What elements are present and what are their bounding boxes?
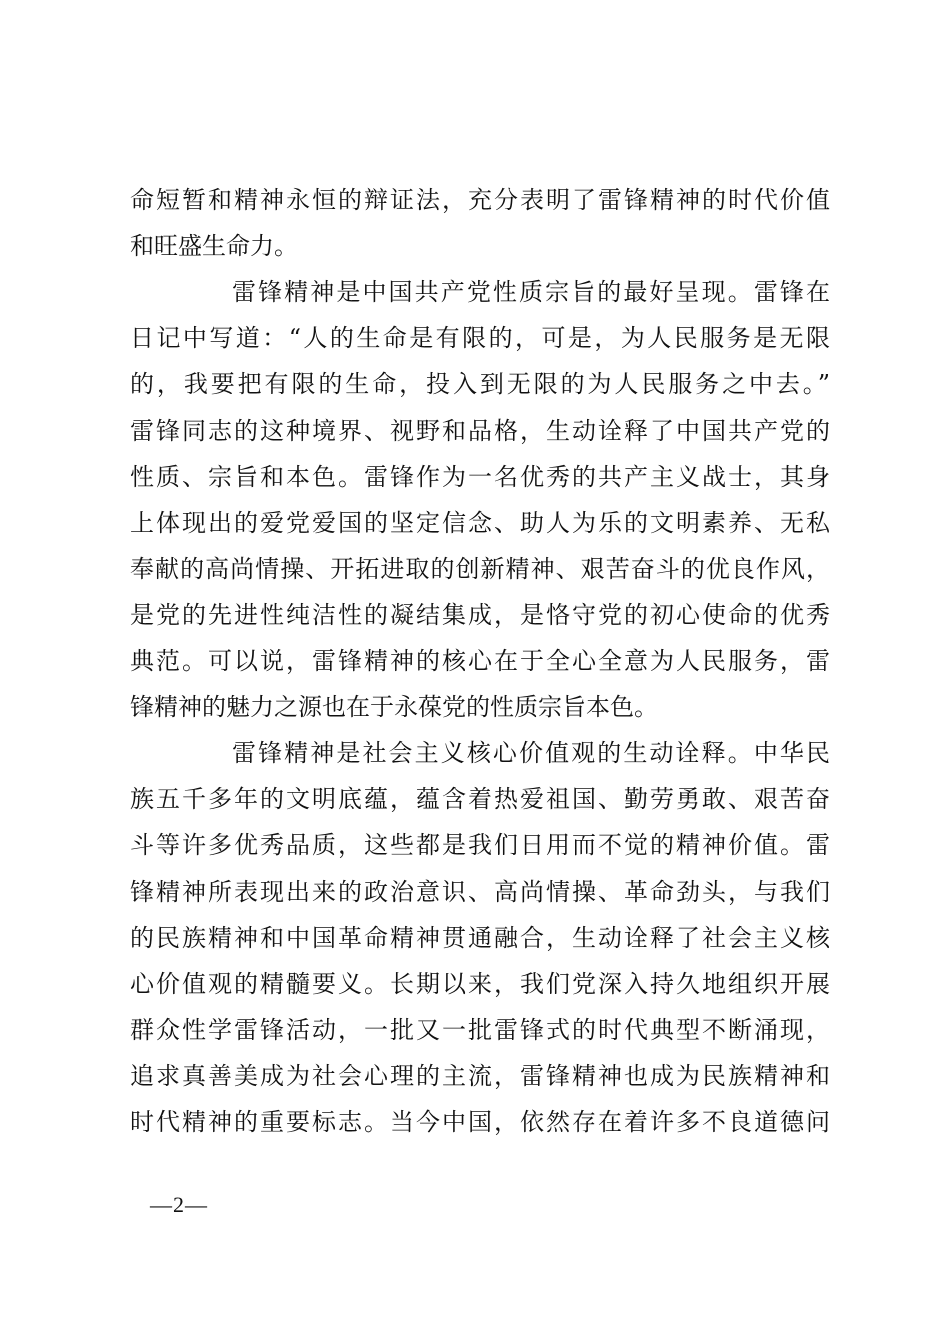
paragraph-3-line: 追求真善美成为社会心理的主流，雷锋精神也成为民族精神和 bbox=[130, 1061, 830, 1090]
paragraph-3-line: 时代精神的重要标志。当今中国，依然存在着许多不良道德问 bbox=[130, 1108, 830, 1136]
paragraph-2-line: 雷锋精神是中国共产党性质宗旨的最好呈现。雷锋在 bbox=[232, 278, 830, 307]
paragraph-2-line: 的，我要把有限的生命，投入到无限的为人民服务之中去。” bbox=[130, 370, 830, 399]
paragraph-3-line: 雷锋精神是社会主义核心价值观的生动诠释。中华民 bbox=[232, 739, 830, 768]
paragraph-2-line: 性质、宗旨和本色。雷锋作为一名优秀的共产主义战士，其身 bbox=[130, 462, 830, 491]
paragraph-2-line: 雷锋同志的这种境界、视野和品格，生动诠释了中国共产党的 bbox=[130, 416, 830, 445]
paragraph-2-line: 上体现出的爱党爱国的坚定信念、助人为乐的文明素养、无私 bbox=[130, 508, 830, 537]
paragraph-3-line: 锋精神所表现出来的政治意识、高尚情操、革命劲头，与我们 bbox=[130, 877, 830, 906]
paragraph-2-line: 奉献的高尚情操、开拓进取的创新精神、艰苦奋斗的优良作风， bbox=[130, 554, 830, 583]
paragraph-2-line: 日记中写道：“人的生命是有限的，可是，为人民服务是无限 bbox=[130, 324, 830, 353]
paragraph-3-line: 的民族精神和中国革命精神贯通融合，生动诠释了社会主义核 bbox=[130, 923, 830, 952]
paragraph-1-line: 和旺盛生命力。 bbox=[130, 232, 298, 261]
paragraph-3-line: 族五千多年的文明底蕴，蕴含着热爱祖国、勤劳勇敢、艰苦奋 bbox=[130, 785, 830, 814]
paragraph-2-line: 是党的先进性纯洁性的凝结集成，是恪守党的初心使命的优秀 bbox=[130, 600, 830, 629]
paragraph-2-line: 典范。可以说，雷锋精神的核心在于全心全意为人民服务，雷 bbox=[130, 647, 830, 675]
paragraph-3-line: 群众性学雷锋活动，一批又一批雷锋式的时代典型不断涌现， bbox=[130, 1015, 830, 1044]
paragraph-1-line: 命短暂和精神永恒的辩证法，充分表明了雷锋精神的时代价值 bbox=[130, 186, 830, 214]
page-number: —2— bbox=[150, 1192, 208, 1217]
paragraph-3-line: 心价值观的精髓要义。长期以来，我们党深入持久地组织开展 bbox=[130, 969, 830, 998]
paragraph-3-line: 斗等许多优秀品质，这些都是我们日用而不觉的精神价值。雷 bbox=[130, 831, 830, 860]
paragraph-2-line: 锋精神的魅力之源也在于永葆党的性质宗旨本色。 bbox=[130, 693, 658, 722]
